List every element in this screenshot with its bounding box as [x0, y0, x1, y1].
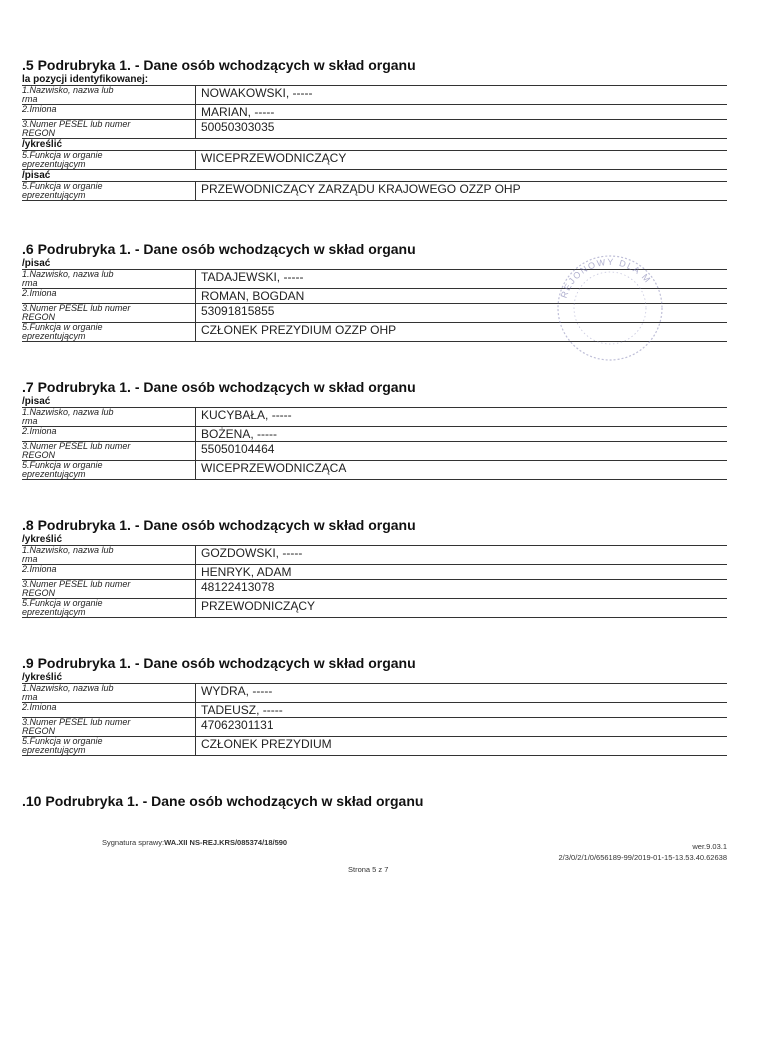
field-label: 3.Numer PESEL lub numer REGON	[22, 580, 196, 599]
section-5	[22, 56, 727, 201]
section-title: .9 Podrubryka 1. - Dane osób wchodzących w skład organu	[22, 655, 416, 671]
table-row	[22, 151, 727, 170]
field-value: 50050303035	[196, 120, 728, 139]
group-subheading: /pisać	[22, 258, 51, 269]
field-table	[22, 150, 727, 170]
court-stamp-image	[540, 240, 675, 365]
field-value: NOWAKOWSKI, -----	[196, 86, 728, 105]
section-title: .8 Podrubryka 1. - Dane osób wchodzących w skład organu	[22, 517, 416, 533]
field-value: 47062301131	[196, 718, 728, 737]
field-value: PRZEWODNICZĄCY	[196, 599, 728, 618]
field-value: 53091815855	[196, 304, 728, 323]
section-title: .7 Podrubryka 1. - Dane osób wchodzących w skład organu	[22, 379, 416, 395]
section-title: .6 Podrubryka 1. - Dane osób wchodzących w skład organu	[22, 241, 416, 257]
field-table	[22, 85, 727, 139]
table-row	[22, 408, 727, 427]
field-label: 2.Imiona	[22, 427, 196, 442]
field-label: 1.Nazwisko, nazwa lub rma	[22, 270, 196, 289]
field-value: CZŁONEK PREZYDIUM OZZP OHP	[196, 323, 728, 342]
table-row	[22, 442, 727, 461]
group-subheading: /ykreślić	[22, 672, 63, 683]
field-label: 5.Funkcja w organie eprezentującym	[22, 182, 196, 201]
table-row	[22, 182, 727, 201]
version-label: wer.9.03.1	[692, 842, 727, 851]
table-row	[22, 546, 727, 565]
field-label: 5.Funkcja w organie eprezentującym	[22, 323, 196, 342]
field-table	[22, 407, 727, 480]
section-title: .10 Podrubryka 1. - Dane osób wchodzących w skład organu	[22, 793, 424, 809]
field-table	[22, 545, 727, 618]
field-label: 1.Nazwisko, nazwa lub rma	[22, 408, 196, 427]
field-value: 48122413078	[196, 580, 728, 599]
table-row	[22, 86, 727, 105]
field-value: WICEPRZEWODNICZĄCY	[196, 151, 728, 170]
field-label: 3.Numer PESEL lub numer REGON	[22, 304, 196, 323]
section-7	[22, 378, 727, 480]
table-row	[22, 684, 727, 703]
field-value: WYDRA, -----	[196, 684, 728, 703]
field-value: PRZEWODNICZĄCY ZARZĄDU KRAJOWEGO OZZP OHP	[196, 182, 728, 201]
table-row	[22, 703, 727, 718]
table-row	[22, 737, 727, 756]
field-value: BOŻENA, -----	[196, 427, 728, 442]
field-value: TADAJEWSKI, -----	[196, 270, 728, 289]
section-9	[22, 654, 727, 756]
field-value: GOZDOWSKI, -----	[196, 546, 728, 565]
section-title: .5 Podrubryka 1. - Dane osób wchodzących w skład organu	[22, 57, 416, 73]
stamp-text: REJONOWY DLA M	[558, 256, 654, 300]
group-subheading: la pozycji identyfikowanej:	[22, 74, 149, 85]
field-label: 3.Numer PESEL lub numer REGON	[22, 718, 196, 737]
group-subheading: /ykreślić	[22, 534, 63, 545]
section-8	[22, 516, 727, 618]
table-row	[22, 427, 727, 442]
field-value: 55050104464	[196, 442, 728, 461]
field-table	[22, 181, 727, 201]
field-value: TADEUSZ, -----	[196, 703, 728, 718]
table-row	[22, 461, 727, 480]
field-value: ROMAN, BOGDAN	[196, 289, 728, 304]
field-label: 1.Nazwisko, nazwa lub rma	[22, 546, 196, 565]
field-value: KUCYBAŁA, -----	[196, 408, 728, 427]
document-id: 2/3/0/2/1/0/656189-99/2019-01-15-13.53.40.62638	[558, 853, 727, 862]
field-value: WICEPRZEWODNICZĄCA	[196, 461, 728, 480]
field-label: 5.Funkcja w organie eprezentującym	[22, 737, 196, 756]
field-label: 1.Nazwisko, nazwa lub rma	[22, 86, 196, 105]
field-label: 5.Funkcja w organie eprezentującym	[22, 461, 196, 480]
field-table	[22, 683, 727, 756]
table-row	[22, 105, 727, 120]
field-label: 2.Imiona	[22, 703, 196, 718]
field-value: HENRYK, ADAM	[196, 565, 728, 580]
section-10	[22, 792, 727, 810]
field-label: 3.Numer PESEL lub numer REGON	[22, 120, 196, 139]
svg-text:REJONOWY DLA M	[559, 257, 653, 300]
field-label: 1.Nazwisko, nazwa lub rma	[22, 684, 196, 703]
field-label: 2.Imiona	[22, 289, 196, 304]
table-row	[22, 580, 727, 599]
field-value: MARIAN, -----	[196, 105, 728, 120]
group-subheading: /pisać	[22, 170, 51, 181]
field-label: 2.Imiona	[22, 105, 196, 120]
field-label: 5.Funkcja w organie eprezentującym	[22, 151, 196, 170]
table-row	[22, 565, 727, 580]
table-row	[22, 718, 727, 737]
field-label: 5.Funkcja w organie eprezentującym	[22, 599, 196, 618]
signature-label: Sygnatura sprawy:	[102, 838, 165, 847]
signature-value: WA.XII NS-REJ.KRS/085374/18/590	[164, 838, 288, 847]
group-subheading: /pisać	[22, 396, 51, 407]
table-row	[22, 120, 727, 139]
field-value: CZŁONEK PREZYDIUM	[196, 737, 728, 756]
table-row	[22, 599, 727, 618]
group-subheading: /ykreślić	[22, 139, 63, 150]
case-signature	[102, 838, 287, 847]
field-label: 2.Imiona	[22, 565, 196, 580]
page-number: Strona 5 z 7	[348, 865, 389, 874]
field-label: 3.Numer PESEL lub numer REGON	[22, 442, 196, 461]
